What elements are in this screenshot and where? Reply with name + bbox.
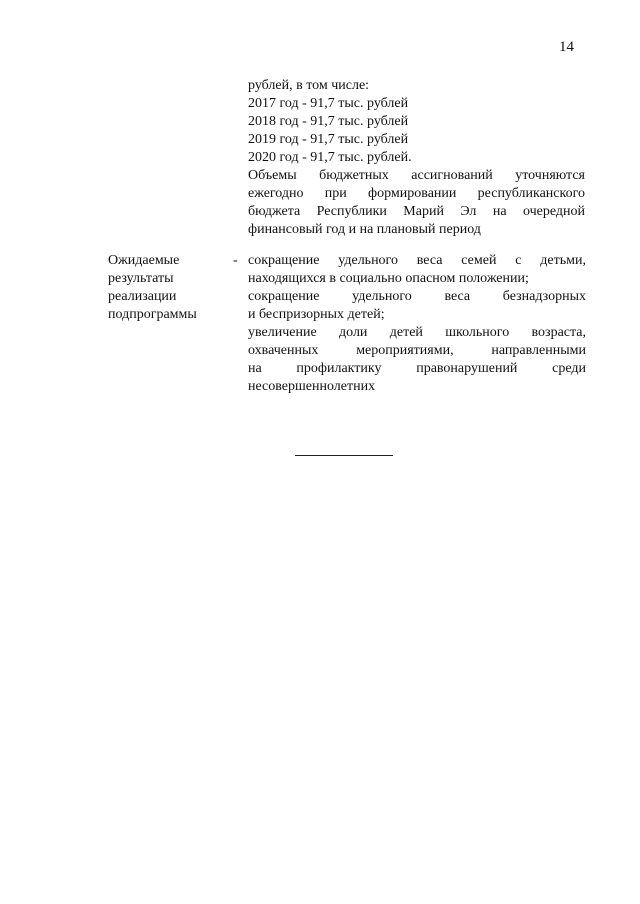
label-line-3: реализации [108,289,177,304]
result-line-1: сокращение удельного веса семей с детьми, [248,253,586,268]
page-number: 14 [559,39,574,55]
funding-note-line-2: ежегодно при формировании республиканского [248,186,585,201]
result-line-2: находящихся в социально опасном положении; [248,271,529,286]
funding-year-2017: 2017 год - 91,7 тыс. рублей [248,96,409,111]
funding-note-line-1: Объемы бюджетных ассигнований уточняются [248,168,585,183]
label-line-2: результаты [108,271,174,286]
label-line-1: Ожидаемые [108,253,180,268]
result-line-3: сокращение удельного веса безнадзорных [248,289,586,304]
funding-block [248,77,585,239]
result-line-7: на профилактику правонарушений среди [248,361,586,376]
row-dash: - [233,253,238,268]
funding-note-line-4: финансовый год и на плановый период [248,222,481,237]
funding-year-2019: 2019 год - 91,7 тыс. рублей [248,132,409,147]
end-of-document-rule [295,455,393,456]
result-line-6: охваченных мероприятиями, направленными [248,343,586,358]
expected-results-label [108,252,218,324]
funding-year-2018: 2018 год - 91,7 тыс. рублей [248,114,409,129]
result-line-4: и беспризорных детей; [248,307,385,322]
funding-note-line-3: бюджета Республики Марий Эл на очередной [248,204,585,219]
funding-year-2020: 2020 год - 91,7 тыс. рублей. [248,150,412,165]
expected-results-value [248,252,586,396]
funding-lead: рублей, в том числе: [248,78,370,93]
label-line-4: подпрограммы [108,307,197,322]
result-line-5: увеличение доли детей школьного возраста, [248,325,586,340]
result-line-8: несовершеннолетних [248,379,376,394]
